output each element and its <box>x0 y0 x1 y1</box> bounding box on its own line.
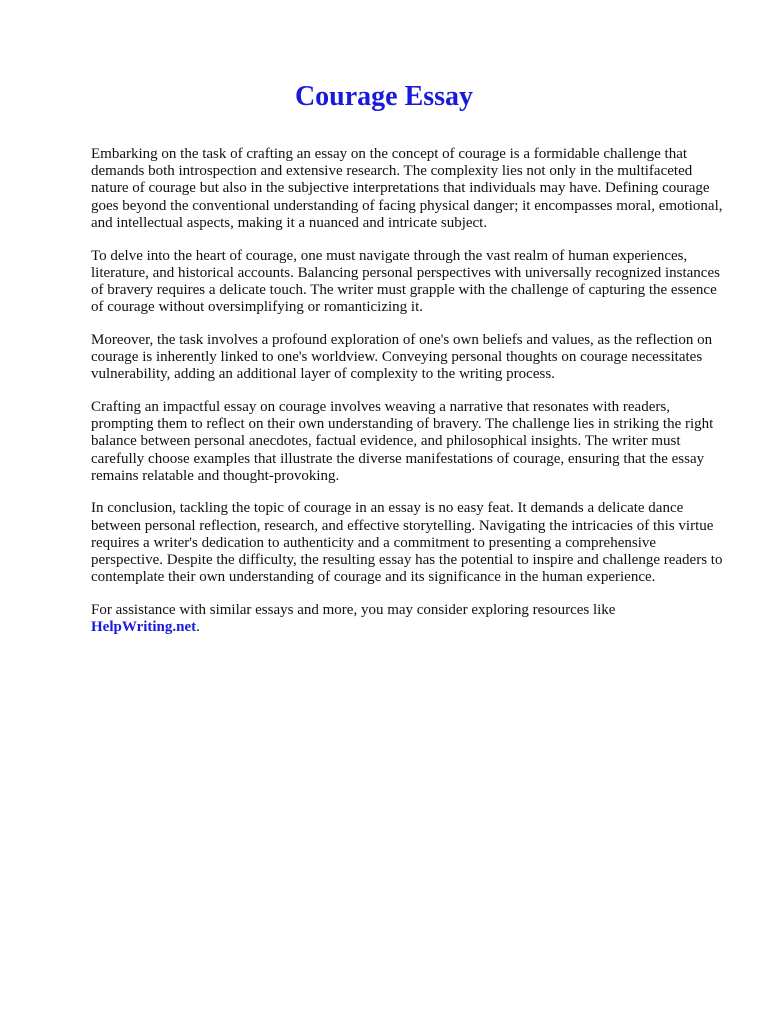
closing-text: For assistance with similar essays and more, you may consider exploring resources like <box>91 601 616 618</box>
page-title: Courage Essay <box>294 81 474 112</box>
paragraph-3: Moreover, the task involves a profound exploration of one's own beliefs and values, as the reflection on courage is inherently linked to one's worldview. Conveying personal thoughts on courage necessitates vulnerability, adding an additional layer of complexity to the writing process. <box>91 331 713 383</box>
paragraph-2: To delve into the heart of courage, one must navigate through the vast realm of human experiences, literature, and historical accounts. Balancing personal perspectives with universally recognized instances of bravery requires a delicate touch. The writer must grapple with the challenge of capturing the essence of courage without oversimplifying or romanticizing it. <box>91 247 720 316</box>
closing-suffix: . <box>196 619 200 636</box>
essay-body <box>91 146 731 652</box>
helpwriting-link[interactable]: HelpWriting.net <box>91 619 197 636</box>
paragraph-5: In conclusion, tackling the topic of courage in an essay is no easy feat. It demands a delicate dance between personal reflection, research, and effective storytelling. Navigating the intricacies of this virtue requires a writer's dedication to authenticity and a commitment to presenting a comprehensive perspective. Despite the difficulty, the resulting essay has the potential to inspire and challenge readers to contemplate their own understanding of courage and its significance in the human experience. <box>91 500 723 586</box>
closing-paragraph <box>91 602 731 636</box>
paragraph-4: Crafting an impactful essay on courage involves weaving a narrative that resonates with readers, prompting them to reflect on their own understanding of bravery. The challenge lies in striking the right balance between personal anecdotes, factual evidence, and philosophical insights. The writer must carefully choose examples that illustrate the diverse manifestations of courage, ensuring that the essay remains relatable and thought-provoking. <box>91 398 714 484</box>
paragraph-1: Embarking on the task of crafting an essay on the concept of courage is a formidable challenge that demands both introspection and extensive research. The complexity lies not only in the multifaceted nature of courage but also in the subjective interpretations that individuals may have. Defining courage goes beyond the conventional understanding of facing physical danger; it encompasses moral, emotional, and intellectual aspects, making it a nuanced and intricate subject. <box>91 146 723 231</box>
